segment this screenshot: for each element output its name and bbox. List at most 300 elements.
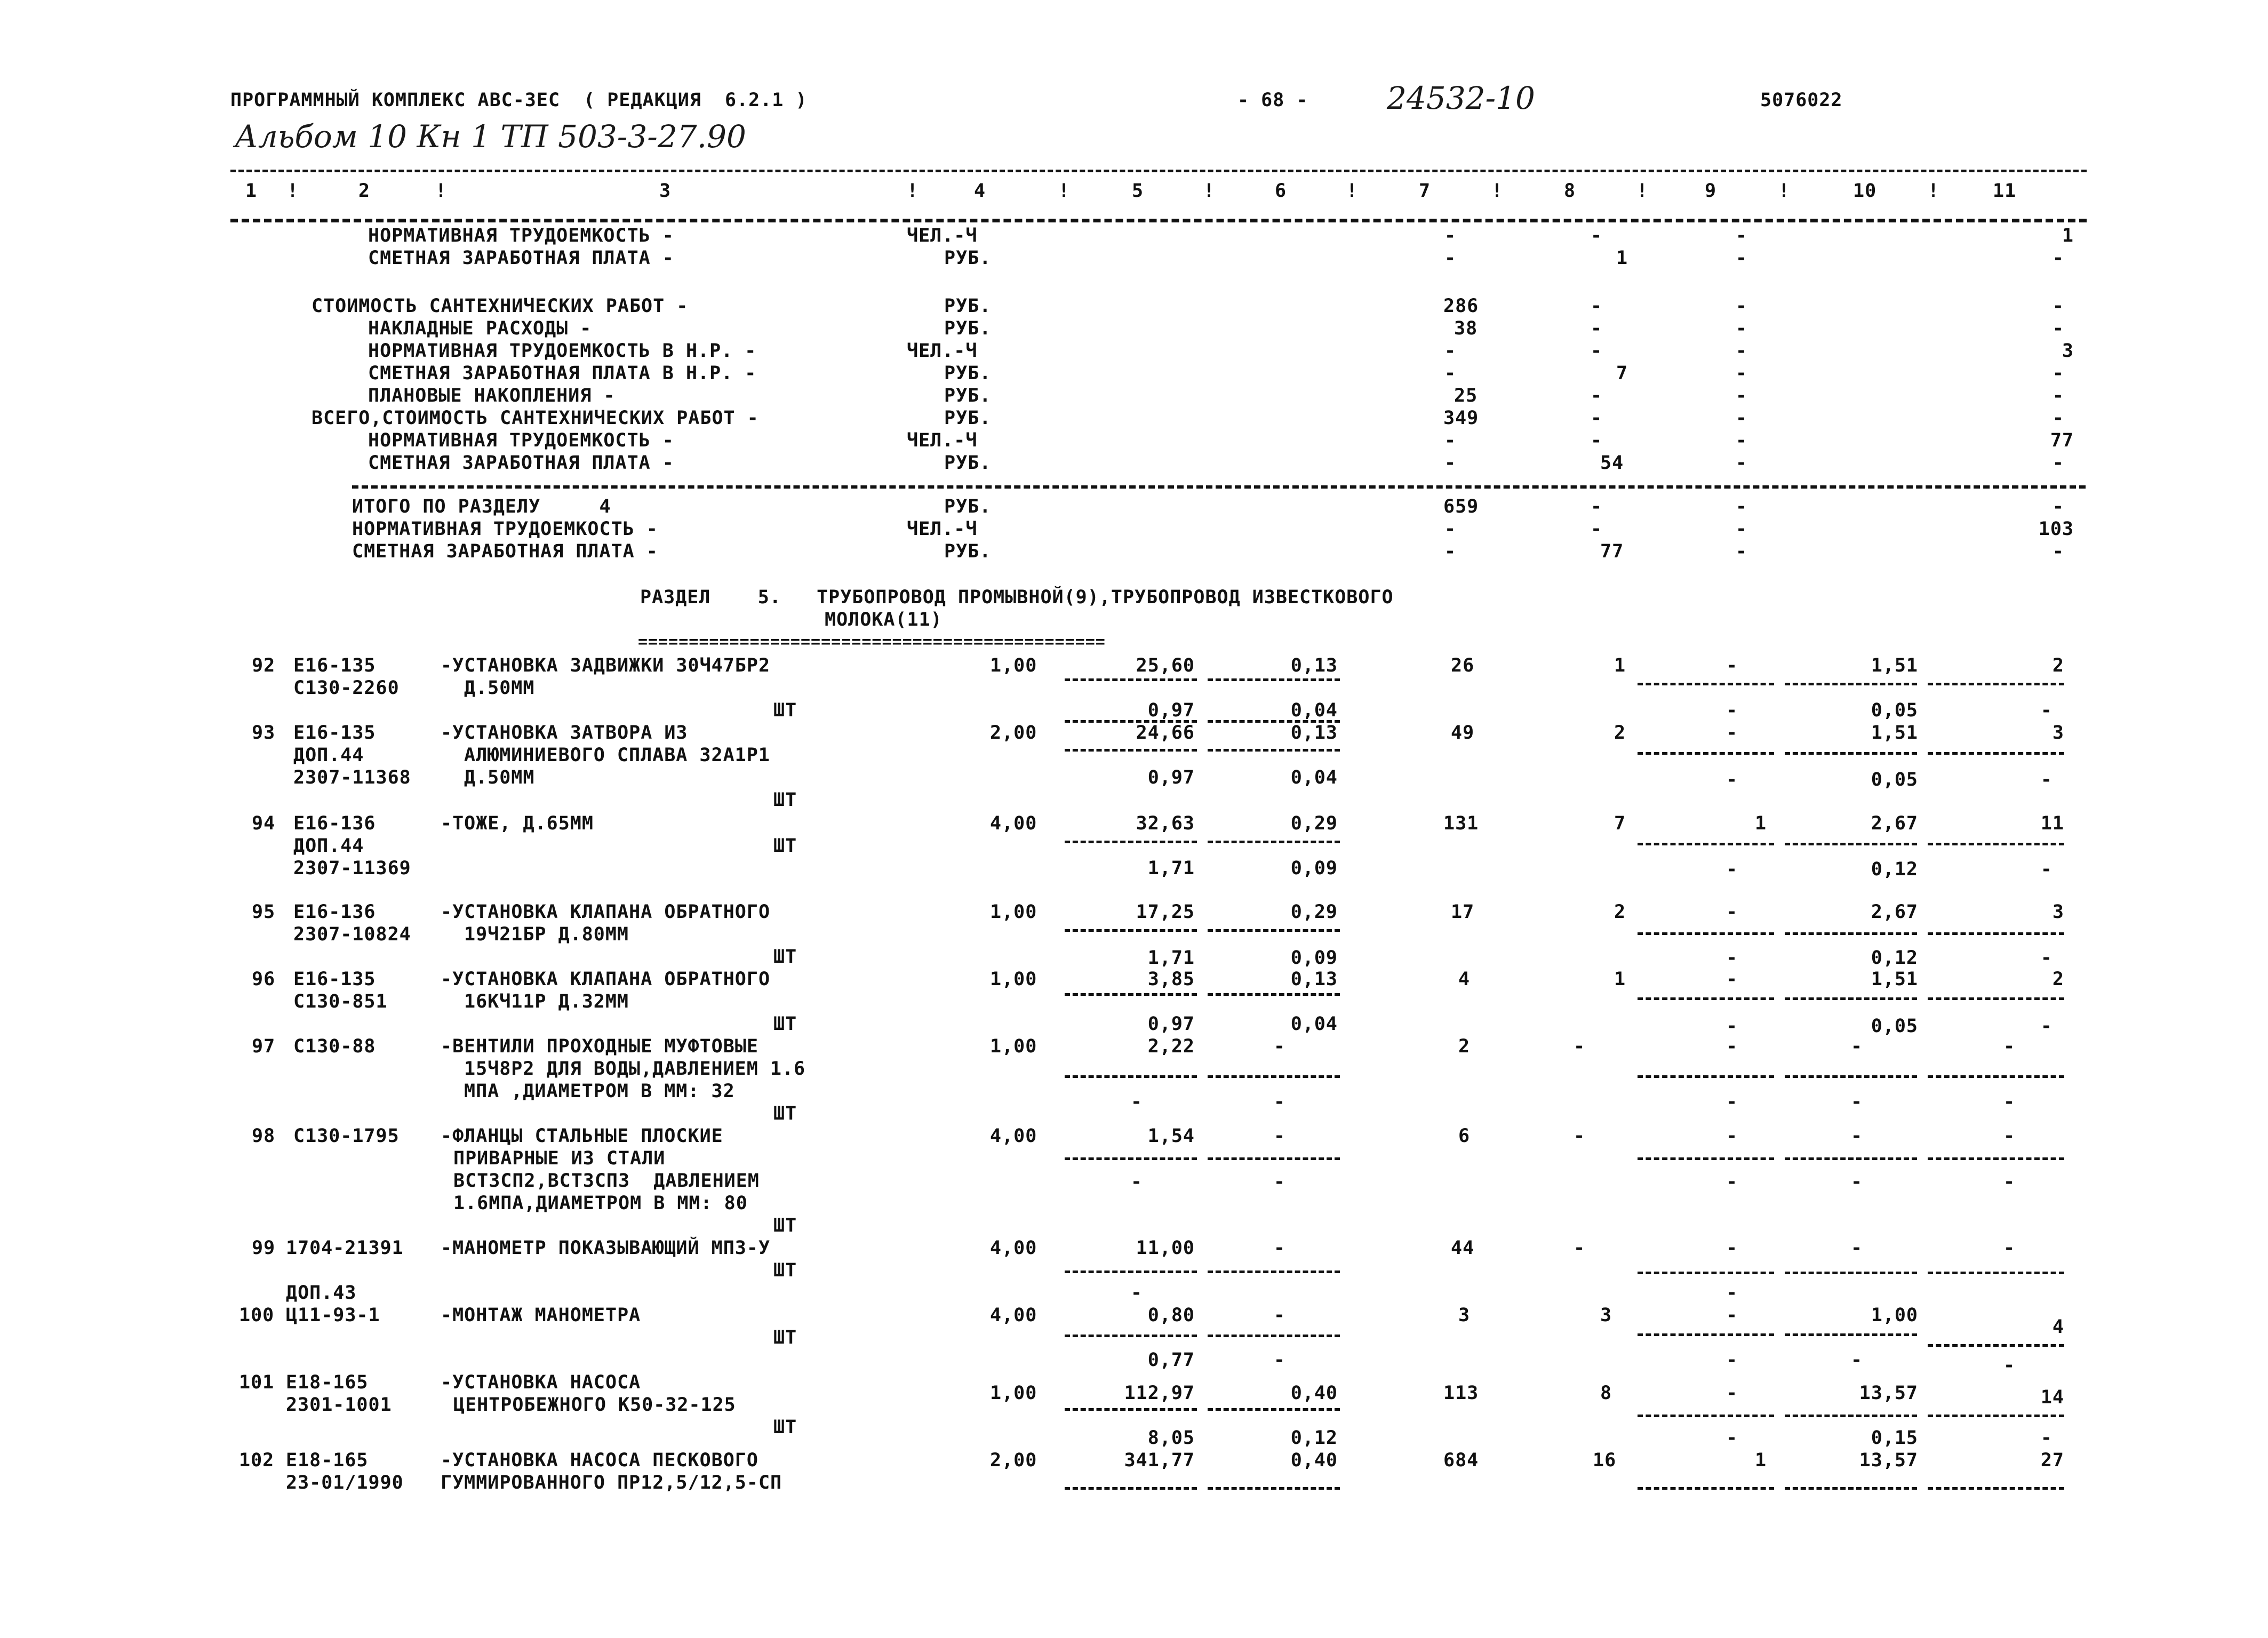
item-unit: ШТ [773, 1103, 797, 1124]
item-c11: - [2003, 1237, 2016, 1259]
summary-label: НОРМАТИВНАЯ ТРУДОЕМКОСТЬ - [368, 430, 674, 451]
underline [1928, 683, 2064, 685]
summary-c9: - [1736, 452, 1748, 474]
item-c11: 14 [2040, 1387, 2064, 1408]
item-c11-sub: - [2003, 1171, 2016, 1193]
item-c9: - [1726, 901, 1738, 923]
item-c11: 2 [2052, 655, 2064, 676]
item-c9-sub: - [1726, 700, 1738, 721]
summary-c8: 1 [1616, 247, 1628, 269]
item-c9: - [1726, 722, 1738, 744]
item-quantity: 1,00 [990, 1383, 1037, 1404]
underline [1928, 1487, 2064, 1490]
underline [1928, 932, 2064, 935]
item-unit: ШТ [773, 946, 797, 968]
summary-c11: - [2052, 363, 2064, 384]
item-c6: - [1274, 1036, 1286, 1057]
underline [1785, 1415, 1917, 1417]
item-description: -УСТАНОВКА ЗАДВИЖКИ 30Ч47БР2 [441, 655, 771, 676]
summary-c7: 349 [1443, 407, 1479, 429]
summary-label: ПЛАНОВЫЕ НАКОПЛЕНИЯ - [368, 385, 616, 406]
summary-c8: - [1591, 318, 1603, 339]
item-description: Д.50ММ [464, 767, 535, 788]
summary-c8: 7 [1616, 363, 1628, 384]
item-c7: 44 [1451, 1237, 1475, 1259]
summary-c8: - [1591, 407, 1603, 429]
col-8: 8 [1564, 180, 1576, 202]
item-c5: 25,60 [1136, 655, 1195, 676]
item-code: С130-2260 [293, 677, 400, 699]
item-c11-sub: - [2040, 947, 2053, 969]
item-c8: 3 [1600, 1305, 1612, 1326]
item-c9: - [1726, 969, 1738, 990]
summary-unit: РУБ. [944, 247, 992, 269]
item-c5: 11,00 [1136, 1237, 1195, 1259]
underline [1928, 843, 2064, 845]
col-2: 2 [358, 180, 371, 202]
item-description: -УСТАНОВКА НАСОСА [441, 1372, 641, 1393]
item-c9-sub: - [1726, 1282, 1738, 1304]
item-c10-sub: - [1851, 1349, 1863, 1371]
item-c11: 3 [2052, 722, 2064, 744]
item-c5: 1,54 [1147, 1125, 1195, 1147]
summary-c7: - [1444, 452, 1457, 474]
summary-c9: - [1736, 541, 1748, 562]
underline [1785, 752, 1917, 755]
summary-unit: РУБ. [944, 295, 992, 317]
item-c9: - [1726, 1036, 1738, 1057]
col-separator: ! [287, 180, 299, 202]
summary-unit: ЧЕЛ.-Ч [907, 430, 978, 451]
item-c10: - [1851, 1036, 1863, 1057]
underline [1065, 1335, 1197, 1337]
item-code: Е18-165 [286, 1372, 369, 1393]
item-c6: 0,13 [1290, 722, 1338, 744]
summary-c8: 54 [1600, 452, 1624, 474]
item-code: Е18-165 [286, 1450, 369, 1471]
col-4: 4 [974, 180, 986, 202]
col-11: 11 [1993, 180, 2017, 202]
item-quantity: 1,00 [990, 655, 1037, 676]
item-code: Е16-136 [293, 901, 376, 923]
summary-c11: - [2052, 541, 2064, 562]
item-c10-sub: - [1851, 1091, 1863, 1113]
item-code: С130-1795 [293, 1125, 400, 1147]
item-c9: 1 [1755, 1450, 1767, 1471]
summary-c9: - [1736, 247, 1748, 269]
summary-c7: 286 [1443, 295, 1479, 317]
col-separator: ! [1778, 180, 1791, 202]
underline [1638, 1157, 1774, 1160]
summary-c8: - [1591, 340, 1603, 362]
summary-label: ВСЕГО,СТОИМОСТЬ САНТЕХНИЧЕСКИХ РАБОТ - [312, 407, 759, 429]
underline [1638, 752, 1774, 755]
col-separator: ! [1203, 180, 1216, 202]
item-c5: 2,22 [1147, 1036, 1195, 1057]
item-c7: 2 [1458, 1036, 1471, 1057]
underline [1065, 993, 1197, 996]
item-c9-sub: - [1726, 947, 1738, 969]
summary-label: СМЕТНАЯ ЗАРАБОТНАЯ ПЛАТА - [368, 452, 674, 474]
underline [1785, 683, 1917, 685]
underline [1928, 1157, 2064, 1160]
item-c6-sub: 0,09 [1290, 947, 1338, 969]
item-c5-sub: 1,71 [1147, 858, 1195, 879]
item-c9-sub: - [1726, 1016, 1738, 1037]
item-c10: 13,57 [1859, 1383, 1918, 1404]
item-unit: ШТ [773, 789, 797, 811]
summary-c11: - [2052, 247, 2064, 269]
underline [1065, 1075, 1197, 1078]
summary-label: НОРМАТИВНАЯ ТРУДОЕМКОСТЬ - [352, 518, 658, 540]
summary-unit: РУБ. [944, 407, 992, 429]
underline [1785, 1157, 1917, 1160]
summary-c9: - [1736, 518, 1748, 540]
underline [1638, 683, 1774, 685]
summary-c9: - [1736, 318, 1748, 339]
item-c10-sub: - [1851, 1171, 1863, 1193]
col-separator: ! [435, 180, 448, 202]
underline [1638, 932, 1774, 935]
program-header: ПРОГРАММНЫЙ КОМПЛЕКС АВС-3ЕС ( РЕДАКЦИЯ 6.2.1 ) [230, 90, 808, 111]
summary-c11: 3 [2062, 340, 2074, 362]
item-quantity: 1,00 [990, 901, 1037, 923]
summary-c9: - [1736, 385, 1748, 406]
item-code: 2307-10824 [293, 924, 411, 945]
item-c10: 1,51 [1871, 655, 1918, 676]
item-description: 1.6МПА,ДИАМЕТРОМ В ММ: 80 [453, 1193, 748, 1214]
underline [1208, 929, 1340, 932]
item-code: Е16-135 [293, 722, 376, 744]
summary-c11: 77 [2050, 430, 2074, 451]
item-description: -УСТАНОВКА НАСОСА ПЕСКОВОГО [441, 1450, 758, 1471]
underline [1065, 841, 1197, 843]
item-code: ДОП.43 [286, 1282, 357, 1304]
col-separator: ! [1058, 180, 1071, 202]
header-bottom-rule [230, 219, 2087, 222]
item-unit: ШТ [773, 1417, 797, 1438]
item-c10-sub: 0,12 [1871, 947, 1918, 969]
item-c11: - [2003, 1036, 2016, 1057]
header-top-rule [230, 170, 2087, 172]
item-code: ДОП.44 [293, 745, 364, 766]
item-c7: 26 [1451, 655, 1475, 676]
item-c5: 341,77 [1124, 1450, 1195, 1471]
item-c9: 1 [1755, 813, 1767, 834]
summary-c8: - [1591, 430, 1603, 451]
summary-c7: - [1444, 247, 1457, 269]
item-c6: - [1274, 1305, 1286, 1326]
item-c11-sub: - [2040, 1016, 2053, 1037]
item-c5-sub: 0,77 [1147, 1349, 1195, 1371]
item-unit: ШТ [773, 700, 797, 721]
item-c10: 1,51 [1871, 722, 1918, 744]
item-number: 98 [252, 1125, 276, 1147]
item-c9-sub: - [1726, 859, 1738, 880]
item-c5-sub: 0,97 [1147, 700, 1195, 721]
underline [1928, 1415, 2064, 1417]
summary-c8: - [1591, 496, 1603, 517]
item-c5-sub: 1,71 [1147, 947, 1195, 969]
item-c8: 2 [1614, 722, 1626, 744]
item-description: ПРИВАРНЫЕ ИЗ СТАЛИ [453, 1148, 666, 1169]
item-c10: 1,51 [1871, 969, 1918, 990]
underline [1785, 1333, 1917, 1336]
item-c5-sub: 0,97 [1147, 767, 1195, 788]
item-c8: 7 [1614, 813, 1626, 834]
item-number: 96 [252, 969, 276, 990]
item-c10: 13,57 [1859, 1450, 1918, 1471]
item-c6-sub: 0,12 [1290, 1427, 1338, 1449]
item-c7: 113 [1443, 1383, 1479, 1404]
summary-c9: - [1736, 295, 1748, 317]
underline [1065, 1157, 1197, 1160]
underline [1638, 1487, 1774, 1490]
item-c5: 32,63 [1136, 813, 1195, 834]
item-description: АЛЮМИНИЕВОГО СПЛАВА 32А1Р1 [464, 745, 770, 766]
summary-unit: РУБ. [944, 318, 992, 339]
item-description: 15Ч8Р2 ДЛЯ ВОДЫ,ДАВЛЕНИЕМ 1.6 [464, 1058, 806, 1080]
summary-label: СТОИМОСТЬ САНТЕХНИЧЕСКИХ РАБОТ - [312, 295, 689, 317]
item-description: ВСТ3СП2,ВСТ3СП3 ДАВЛЕНИЕМ [453, 1170, 760, 1192]
item-c11-sub: - [2040, 1427, 2053, 1449]
underline [1785, 843, 1917, 845]
item-c11: 27 [2040, 1450, 2064, 1471]
item-c5: 0,80 [1147, 1305, 1195, 1326]
underline [1785, 1487, 1917, 1490]
item-number: 101 [239, 1372, 275, 1393]
item-c9: - [1726, 1125, 1738, 1147]
underline [1208, 1157, 1340, 1160]
summary-unit: РУБ. [944, 452, 992, 474]
summary-label: СМЕТНАЯ ЗАРАБОТНАЯ ПЛАТА - [368, 247, 674, 269]
underline [1638, 1333, 1774, 1336]
album-reference: Альбом 10 Кн 1 ТП 503-3-27.90 [235, 118, 746, 155]
summary-c7: - [1444, 225, 1457, 246]
item-c10-sub: 0,05 [1871, 700, 1918, 721]
summary-c8: - [1591, 385, 1603, 406]
item-c6-sub: 0,04 [1290, 767, 1338, 788]
item-number: 93 [252, 722, 276, 744]
section-title: РАЗДЕЛ 5. ТРУБОПРОВОД ПРОМЫВНОЙ(9),ТРУБОПРОВОД ИЗВЕСТКОВОГО [640, 587, 1394, 608]
underline [1065, 929, 1197, 932]
item-c8: 8 [1600, 1383, 1612, 1404]
item-c11: 3 [2052, 901, 2064, 923]
col-separator: ! [907, 180, 919, 202]
item-c6: 0,29 [1290, 901, 1338, 923]
item-quantity: 1,00 [990, 969, 1037, 990]
item-c5-sub: - [1131, 1171, 1143, 1193]
item-c6: - [1274, 1125, 1286, 1147]
summary-c7: - [1444, 518, 1457, 540]
summary-unit: РУБ. [944, 496, 992, 517]
item-c8: - [1574, 1036, 1586, 1057]
item-description: ГУММИРОВАННОГО ПР12,5/12,5-СП [441, 1472, 782, 1493]
item-c10-sub: 0,05 [1871, 1016, 1918, 1037]
item-c5-sub: 8,05 [1147, 1427, 1195, 1449]
col-9: 9 [1705, 180, 1717, 202]
item-number: 100 [239, 1305, 275, 1326]
col-separator: ! [1636, 180, 1649, 202]
item-c10: 2,67 [1871, 901, 1918, 923]
item-description: Д.50ММ [464, 677, 535, 699]
underline [1208, 1335, 1340, 1337]
item-c6-sub: - [1274, 1349, 1286, 1371]
underline [1928, 997, 2064, 1000]
item-description: 16КЧ11Р Д.32ММ [464, 991, 629, 1012]
item-c7: 4 [1458, 969, 1471, 990]
item-unit: ШТ [773, 835, 797, 857]
summary-label: НОРМАТИВНАЯ ТРУДОЕМКОСТЬ - [368, 225, 674, 246]
item-quantity: 1,00 [990, 1036, 1037, 1057]
underline [1928, 1075, 2064, 1078]
summary-c11: - [2052, 295, 2064, 317]
item-number: 94 [252, 813, 276, 834]
col-separator: ! [1491, 180, 1504, 202]
item-description: -УСТАНОВКА КЛАПАНА ОБРАТНОГО [441, 969, 771, 990]
item-unit: ШТ [773, 1215, 797, 1236]
item-c6: 0,13 [1290, 969, 1338, 990]
item-c9-sub: - [1726, 1171, 1738, 1193]
item-description: -МАНОМЕТР ПОКАЗЫВАЮЩИЙ МП3-У [441, 1237, 771, 1259]
underline [1208, 1271, 1340, 1273]
item-quantity: 4,00 [990, 813, 1037, 834]
item-code: 1704-21391 [286, 1237, 404, 1259]
item-c10: - [1851, 1125, 1863, 1147]
underline [1785, 1075, 1917, 1078]
item-c7: 131 [1443, 813, 1479, 834]
summary-c7: 38 [1454, 318, 1478, 339]
item-c9: - [1726, 1237, 1738, 1259]
item-c6: 0,40 [1290, 1383, 1338, 1404]
summary-c9: - [1736, 225, 1748, 246]
col-10: 10 [1853, 180, 1877, 202]
item-description: -МОНТАЖ МАНОМЕТРА [441, 1305, 641, 1326]
item-c10: 1,00 [1871, 1305, 1918, 1326]
underline [1638, 843, 1774, 845]
summary-c11: - [2052, 496, 2064, 517]
item-c9: - [1726, 1383, 1738, 1404]
summary-label: СМЕТНАЯ ЗАРАБОТНАЯ ПЛАТА В Н.Р. - [368, 363, 757, 384]
underline [1638, 1415, 1774, 1417]
item-description: 19Ч21БР Д.80ММ [464, 924, 629, 945]
item-number: 99 [252, 1237, 276, 1259]
item-code: 2307-11369 [293, 858, 411, 879]
item-description: МПА ,ДИАМЕТРОМ В ММ: 32 [464, 1081, 735, 1102]
summary-unit: ЧЕЛ.-Ч [907, 225, 978, 246]
underline [1785, 932, 1917, 935]
item-c9-sub: - [1726, 1091, 1738, 1113]
item-quantity: 2,00 [990, 722, 1037, 744]
section-title-line2: МОЛОКА(11) [825, 609, 943, 630]
summary-c9: - [1736, 363, 1748, 384]
item-c6: 0,13 [1290, 655, 1338, 676]
col-separator: ! [1346, 180, 1359, 202]
item-c8: 1 [1614, 655, 1626, 676]
summary-unit: ЧЕЛ.-Ч [907, 340, 978, 362]
item-c6-sub: - [1274, 1171, 1286, 1193]
item-c8: 1 [1614, 969, 1626, 990]
item-c7: 49 [1451, 722, 1475, 744]
item-c9-sub: - [1726, 1427, 1738, 1449]
page-number: - 68 - [1237, 90, 1308, 111]
item-c6-sub: 0,04 [1290, 700, 1338, 721]
summary-c9: - [1736, 430, 1748, 451]
summary-label: СМЕТНАЯ ЗАРАБОТНАЯ ПЛАТА - [352, 541, 658, 562]
underline [1065, 749, 1197, 752]
item-c11-sub: - [2003, 1355, 2016, 1376]
underline [1928, 1272, 2064, 1274]
underline [1785, 1272, 1917, 1274]
item-c6-sub: 0,04 [1290, 1013, 1338, 1035]
underline [1638, 1272, 1774, 1274]
item-c7: 17 [1451, 901, 1475, 923]
underline [1065, 1271, 1197, 1273]
summary-c11: - [2052, 385, 2064, 406]
item-c6: 0,40 [1290, 1450, 1338, 1471]
item-code: ДОП.44 [293, 835, 364, 857]
summary-c8: 77 [1600, 541, 1624, 562]
item-number: 95 [252, 901, 276, 923]
item-c10: - [1851, 1237, 1863, 1259]
item-c11: 4 [2052, 1316, 2064, 1338]
item-code: С130-851 [293, 991, 388, 1012]
underline [1928, 1344, 2064, 1347]
underline [1065, 1487, 1197, 1490]
item-c5-sub: - [1131, 1091, 1143, 1113]
summary-rule [352, 485, 2086, 489]
item-c5-sub: - [1131, 1282, 1143, 1304]
summary-c11: - [2052, 452, 2064, 474]
col-7: 7 [1419, 180, 1431, 202]
item-c11-sub: - [2040, 769, 2053, 790]
summary-c9: - [1736, 496, 1748, 517]
item-code: Е16-136 [293, 813, 376, 834]
item-quantity: 4,00 [990, 1237, 1037, 1259]
item-c11: 2 [2052, 969, 2064, 990]
summary-c11: - [2052, 407, 2064, 429]
summary-c7: - [1444, 340, 1457, 362]
item-c10: 2,67 [1871, 813, 1918, 834]
item-c9-sub: - [1726, 769, 1738, 790]
item-description: ЦЕНТРОБЕЖНОГО К50-32-125 [453, 1394, 736, 1416]
item-c11-sub: - [2040, 700, 2053, 721]
underline [1208, 678, 1340, 681]
summary-c7: - [1444, 430, 1457, 451]
item-unit: ШТ [773, 1013, 797, 1035]
item-c5: 3,85 [1147, 969, 1195, 990]
doc-number: 24532-10 [1387, 80, 1535, 116]
item-c10-sub: 0,05 [1871, 769, 1918, 790]
section-underline: ============================================== [638, 633, 1106, 651]
underline [1208, 1075, 1340, 1078]
summary-c7: - [1444, 363, 1457, 384]
underline [1928, 752, 2064, 755]
item-c9-sub: - [1726, 1349, 1738, 1371]
summary-unit: ЧЕЛ.-Ч [907, 518, 978, 540]
item-number: 102 [239, 1450, 275, 1471]
col-5: 5 [1132, 180, 1144, 202]
item-c5-sub: 0,97 [1147, 1013, 1195, 1035]
item-c6: - [1274, 1237, 1286, 1259]
item-c8: - [1574, 1125, 1586, 1147]
underline [1208, 749, 1340, 752]
underline [1208, 1408, 1340, 1411]
item-code: Е16-135 [293, 969, 376, 990]
underline [1208, 1487, 1340, 1490]
summary-label: НОРМАТИВНАЯ ТРУДОЕМКОСТЬ В Н.Р. - [368, 340, 757, 362]
underline [1065, 678, 1197, 681]
